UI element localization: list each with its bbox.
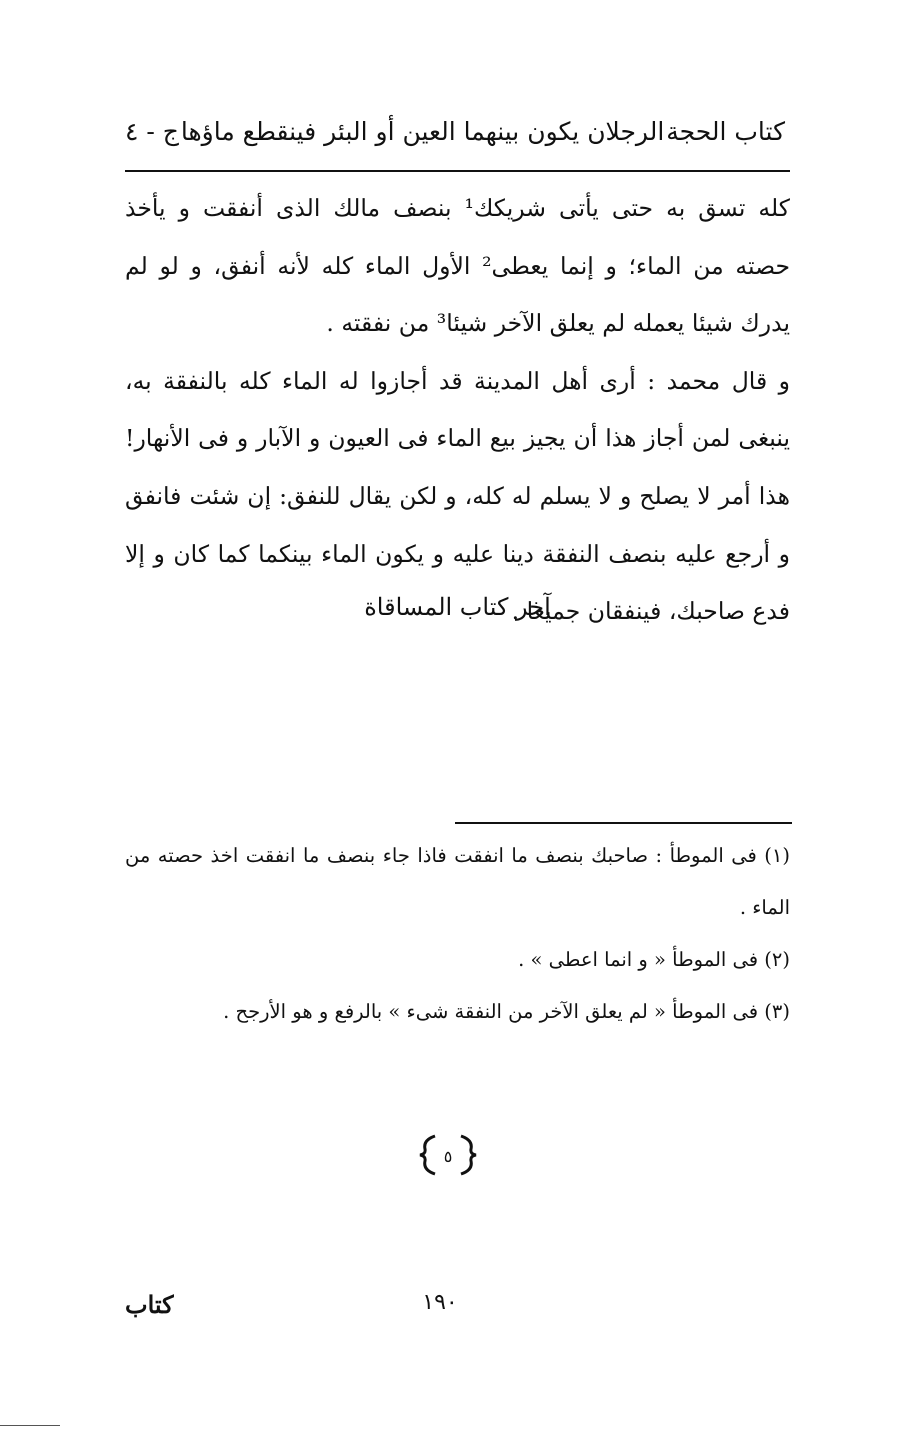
ornament-number: ٥: [443, 1147, 453, 1166]
header-volume: ج - ٤: [125, 116, 179, 146]
footnotes: [125, 830, 790, 1038]
running-header: [125, 108, 785, 154]
page-number: ١٩٠: [422, 1290, 458, 1315]
paragraph: كله تسق به حتى يأتى شريكك¹ بنصف مالك الذى أنفقت و يأخذ حصته من الماء؛ و إنما يعطى² الأول الماء كله لأنه أنفق، و لو لم يدرك شيئا يعمله لم يعلق الآخر شيئا³ من نفقته .: [125, 194, 790, 338]
footnote: (٣) فى الموطأ « لم يعلق الآخر من النفقة شىء » بالرفع و هو الأرجح .: [223, 1000, 790, 1023]
footnote: (٢) فى الموطأ « و انما اعطى » .: [518, 948, 790, 971]
header-divider: [125, 170, 790, 172]
main-text: [125, 180, 790, 641]
catchword: كتاب: [125, 1290, 174, 1319]
footnote: (١) فى الموطأ : صاحبك بنصف ما انفقت فاذا جاء بنصف ما انفقت اخذ حصته من الماء .: [125, 844, 790, 919]
section-closing-line: آخر كتاب المساقاة: [364, 593, 551, 621]
header-subject: الرجلان يكون بينهما العين أو البئر فينقطع ماؤها: [180, 116, 665, 146]
paragraph: و قال محمد : أرى أهل المدينة قد أجازوا له الماء كله بالنفقة به، ينبغى لمن أجاز هذا أن يجيز بيع الماء فى العيون و الآبار و فى الأنهار! هذا أمر لا يصلح و لا يسلم له كله، و لكن يقال للنفق: إن شئت فانفق و أرجع عليه بنصف النفقة دينا عليه و يكون الماء بينكما كما كان و إلا فدع صاحبك، فينفقان جميعا .: [125, 366, 790, 626]
header-book-title: كتاب الحجة: [666, 116, 785, 146]
decorative-bracket-ornament-icon: [415, 1132, 481, 1178]
footnote-divider: [455, 822, 792, 824]
scan-edge-mark: [0, 1425, 60, 1426]
